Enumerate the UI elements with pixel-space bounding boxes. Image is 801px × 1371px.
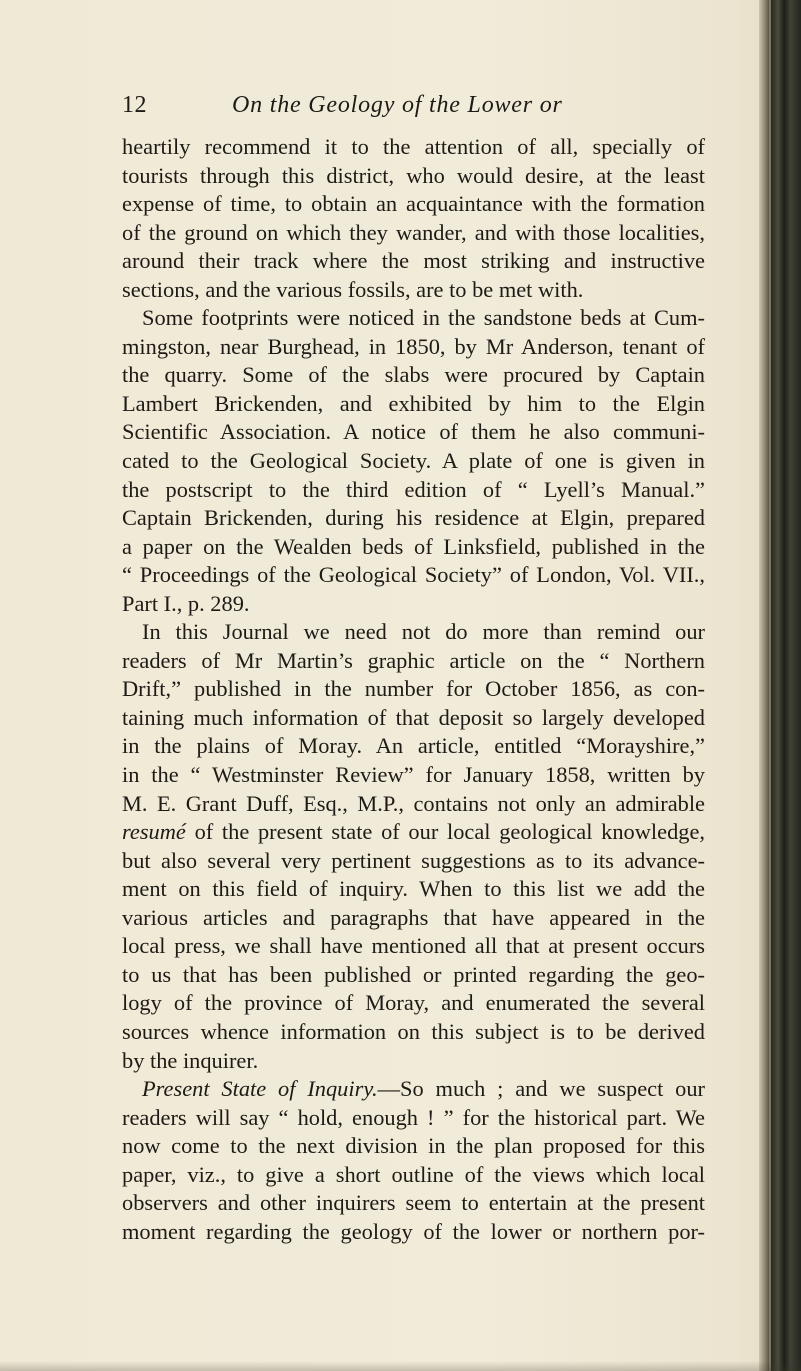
text-line: mingston, near Burghead, in 1850, by Mr Anderson, tenant of [122, 333, 705, 359]
text-line: by the inquirer. [122, 1047, 259, 1073]
text-line: moment regarding the geology of the lower or northern por- [122, 1218, 705, 1244]
text-line: now come to the next division in the plan proposed for this [122, 1133, 705, 1159]
book-binding-edge [759, 0, 801, 1371]
text-line: but also several very pertinent suggestions as to its advance- [122, 847, 705, 873]
text-line: in the “ Westminster Review” for January 1858, written by [122, 762, 705, 788]
text-line: Drift,” published in the number for October 1856, as con- [122, 676, 705, 702]
text-line: around their track where the most striking and instructive [122, 248, 705, 274]
text-line: the quarry. Some of the slabs were procured by Captain [122, 362, 705, 388]
text-line-with-italic [122, 818, 705, 847]
text-line: logy of the province of Moray, and enumerated the several [122, 990, 705, 1016]
text-line: Some footprints were noticed in the sandstone beds at Cum- [142, 305, 705, 331]
text-line: taining much information of that deposit so largely developed [122, 704, 705, 730]
text-line: the postscript to the third edition of “ Lyell’s Manual.” [122, 476, 705, 502]
text-line: to us that has been published or printed regarding the geo- [122, 961, 705, 987]
text-line: Captain Brickenden, during his residence at Elgin, prepared [122, 505, 705, 531]
text-fragment: —So much ; and we suspect our [377, 1076, 705, 1102]
text-line: sources whence information on this subject is to be derived [122, 1018, 705, 1044]
text-line: sections, and the various fossils, are to be met with. [122, 276, 584, 302]
text-line: in the plains of Moray. An article, entitled “Morayshire,” [122, 733, 705, 759]
text-line: observers and other inquirers seem to entertain at the present [122, 1190, 705, 1216]
running-title: On the Geology of the Lower or [232, 92, 563, 118]
italic-word: resumé [122, 819, 186, 845]
text-line: “ Proceedings of the Geological Society” of London, Vol. VII., [122, 562, 705, 588]
text-line: paper, viz., to give a short outline of the views which local [122, 1161, 705, 1187]
text-line: readers of Mr Martin’s graphic article on the “ Northern [122, 647, 705, 673]
text-line: Scientific Association. A notice of them he also communi- [122, 419, 705, 445]
section-heading: Present State of Inquiry. [142, 1076, 378, 1102]
text-line: cated to the Geological Society. A plate of one is given in [122, 448, 705, 474]
text-fragment: of the present state of our local geological knowledge, [194, 819, 705, 845]
text-line: a paper on the Wealden beds of Linksfield, published in the [122, 533, 705, 559]
text-line: Lambert Brickenden, and exhibited by him to the Elgin [122, 390, 705, 416]
text-line: expense of time, to obtain an acquaintance with the formation [122, 191, 705, 217]
section-heading-line [122, 1075, 705, 1104]
body-text [122, 133, 705, 1246]
page-bottom-shadow [0, 1361, 801, 1371]
page-number: 12 [122, 92, 147, 118]
text-line: tourists through this district, who would desire, at the least [122, 162, 705, 188]
text-line: local press, we shall have mentioned all that at present occurs [122, 933, 705, 959]
text-line: In this Journal we need not do more than remind our [142, 619, 705, 645]
running-head [122, 92, 707, 124]
text-line: ment on this field of inquiry. When to this list we add the [122, 876, 705, 902]
text-line: various articles and paragraphs that have appeared in the [122, 904, 705, 930]
text-line: readers will say “ hold, enough ! ” for the historical part. We [122, 1104, 705, 1130]
text-line: heartily recommend it to the attention of all, specially of [122, 134, 705, 159]
text-line: Part I., p. 289. [122, 590, 250, 616]
text-line: of the ground on which they wander, and with those localities, [122, 219, 705, 245]
text-line: M. E. Grant Duff, Esq., M.P., contains not only an admirable [122, 790, 705, 816]
